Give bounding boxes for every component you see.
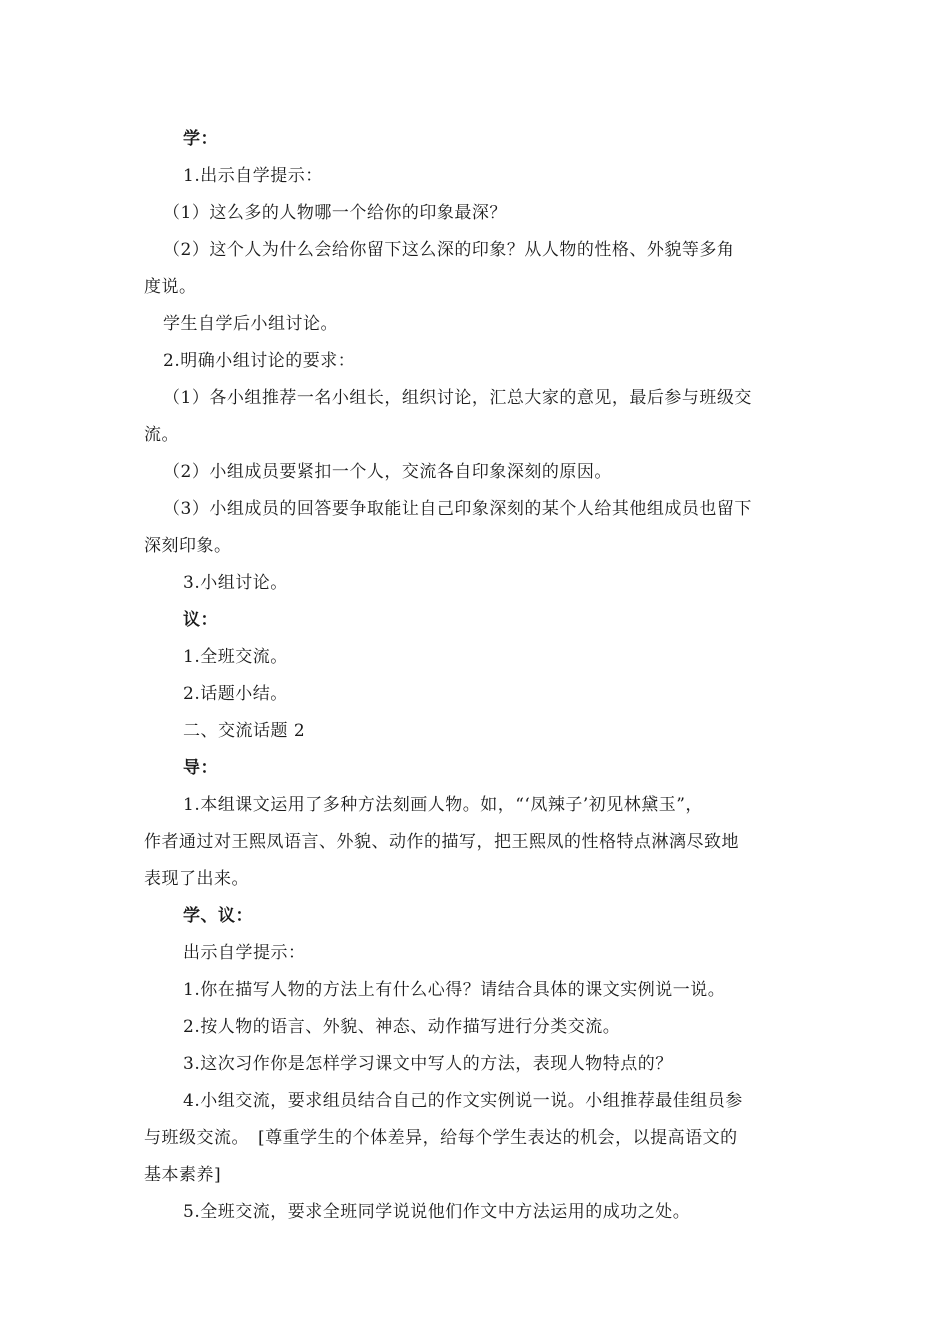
paragraph: 出示自学提示： [183,943,306,963]
section-title: 二、交流话题 2 [183,721,306,741]
paragraph: 作者通过对王熙凤语言、外貌、动作的描写，把王熙凤的性格特点淋漓尽致地 [144,832,739,852]
paragraph: 2.话题小结。 [183,684,288,704]
paragraph: 学生自学后小组讨论。 [163,314,338,334]
paragraph: 1.出示自学提示： [183,166,323,186]
paragraph: 表现了出来。 [144,869,249,889]
paragraph: 度说。 [144,277,197,297]
paragraph: 2.明确小组讨论的要求： [163,351,356,371]
paragraph: 3.这次习作你是怎样学习课文中写人的方法，表现人物特点的？ [183,1054,673,1074]
paragraph: （2）这个人为什么会给你留下这么深的印象？从人物的性格、外貌等多角 [163,240,735,260]
paragraph: （1）各小组推荐一名小组长，组织讨论，汇总大家的意见，最后参与班级交 [163,388,752,408]
paragraph: （2）小组成员要紧扣一个人，交流各自印象深刻的原因。 [163,462,612,482]
paragraph: 深刻印象。 [144,536,232,556]
paragraph: 4.小组交流，要求组员结合自己的作文实例说一说。小组推荐最佳组员参 [183,1091,743,1111]
paragraph: 1.全班交流。 [183,647,288,667]
paragraph: 2.按人物的语言、外貌、神态、动作描写进行分类交流。 [183,1017,621,1037]
paragraph: （1）这么多的人物哪一个给你的印象最深？ [163,203,507,223]
paragraph: 流。 [144,425,179,445]
section-heading-xue: 学： [183,129,218,149]
section-heading-yi: 议： [183,610,218,630]
section-heading-xue-yi: 学、议： [183,906,253,926]
paragraph: 基本素养] [144,1165,222,1185]
paragraph: 1.你在描写人物的方法上有什么心得？请结合具体的课文实例说一说。 [183,980,726,1000]
paragraph: 5.全班交流，要求全班同学说说他们作文中方法运用的成功之处。 [183,1202,691,1222]
paragraph: （3）小组成员的回答要争取能让自己印象深刻的某个人给其他组成员也留下 [163,499,752,519]
paragraph: 与班级交流。 [尊重学生的个体差异，给每个学生表达的机会，以提高语文的 [144,1128,738,1148]
paragraph: 3.小组讨论。 [183,573,288,593]
paragraph: 1.本组课文运用了多种方法刻画人物。如，“‘凤辣子’初见林黛玉”， [183,795,703,815]
section-heading-dao: 导： [183,758,218,778]
